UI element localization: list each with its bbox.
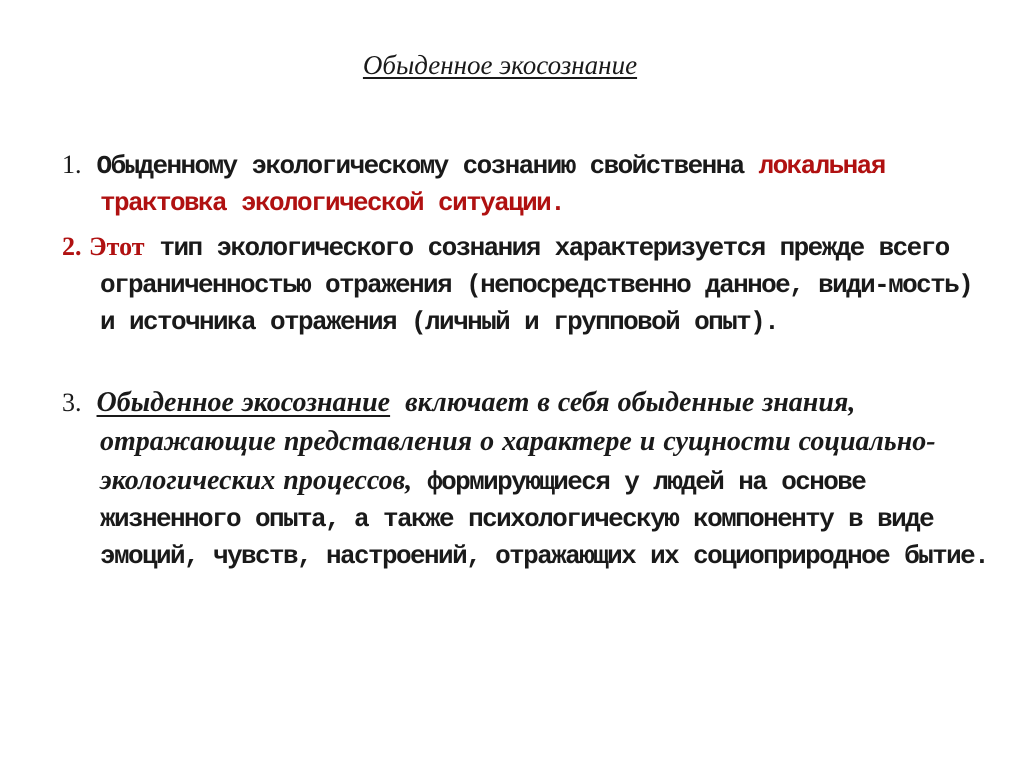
paragraph-3-text: формирующиеся у людей на основе жизненного опыта, а также психологическую компоненту в виде эмоций, чувств, настроений, отражающих их социоприродное бытие. (100, 467, 989, 571)
paragraph-1-highlight: локальная трактовка экологической ситуации. (100, 151, 885, 218)
paragraph-3-italic-text: включает в себя обыденные знания, отражающие представления о характере и сущности социально-экологических процессов, (100, 387, 936, 496)
paragraph-3-number: 3. (62, 388, 82, 417)
paragraph-2-text-a: тип экологического сознания характеризуется прежде всего (159, 233, 949, 263)
paragraph-3 (62, 384, 1000, 575)
slide-title: Обыденное экосознание (362, 50, 638, 80)
paragraph-1 (62, 146, 1000, 222)
paragraph-2-lead: 2. Этот (62, 232, 145, 261)
paragraph-1-text: Обыденному экологическому сознанию свойственна (96, 151, 744, 181)
paragraph-3-term: Обыденное экосознание (96, 387, 391, 418)
paragraph-1-number: 1. (62, 150, 82, 179)
paragraph-2 (62, 228, 1000, 341)
paragraph-2-text-b: ограниченностью отражения (непосредственно данное, види-мость) и источника отражения (личный и групповой опыт). (100, 270, 973, 337)
